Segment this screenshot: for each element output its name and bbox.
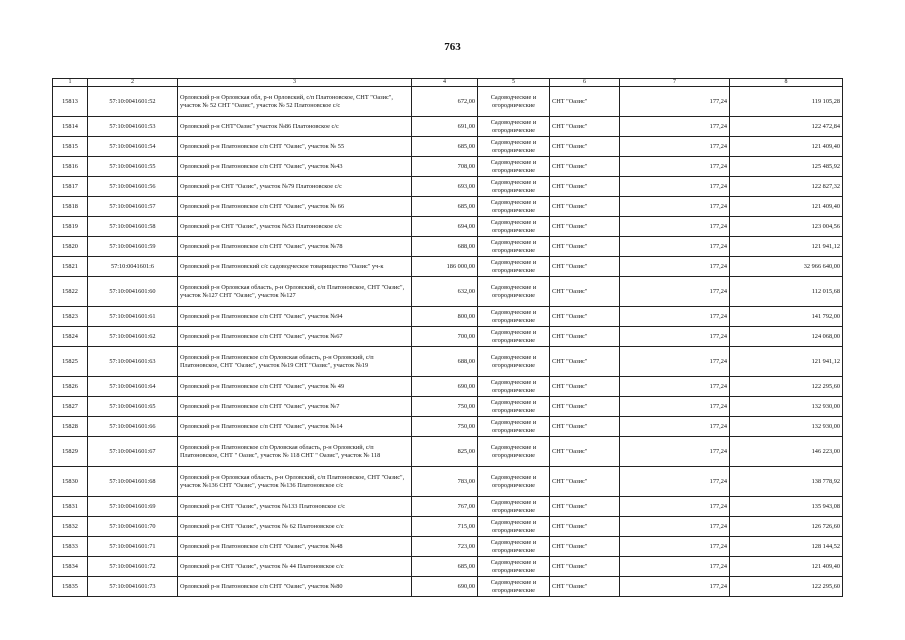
area-cell: 750,00 [412, 397, 478, 417]
specific-value-cell: 177,24 [620, 307, 730, 327]
cadastral-value-cell: 121 941,12 [730, 237, 843, 257]
area-cell: 685,00 [412, 557, 478, 577]
land-use-cell: Садоводческие и огороднические [478, 137, 550, 157]
address-cell: Орловский р-н Орловская обл, р-н Орловский, с/п Платоновское, СНТ "Оазис", участок № 52 СНТ "Оазис", участок № 52 Платоновское с/с [178, 87, 412, 117]
owner-cell: СНТ "Оазис" [550, 577, 620, 597]
specific-value-cell: 177,24 [620, 467, 730, 497]
specific-value-cell: 177,24 [620, 117, 730, 137]
record-number-cell: 15827 [53, 397, 88, 417]
land-use-cell: Садоводческие и огороднические [478, 197, 550, 217]
area-cell: 694,00 [412, 217, 478, 237]
table-row [53, 397, 843, 417]
cadastral-value-cell: 119 105,28 [730, 87, 843, 117]
owner-cell: СНТ "Оазис" [550, 87, 620, 117]
specific-value-cell: 177,24 [620, 537, 730, 557]
specific-value-cell: 177,24 [620, 497, 730, 517]
specific-value-cell: 177,24 [620, 217, 730, 237]
specific-value-cell: 177,24 [620, 557, 730, 577]
owner-cell: СНТ "Оазис" [550, 377, 620, 397]
table-row [53, 537, 843, 557]
record-number-cell: 15816 [53, 157, 88, 177]
column-number-7: 7 [620, 79, 730, 87]
specific-value-cell: 177,24 [620, 277, 730, 307]
cadastral-value-cell: 112 015,68 [730, 277, 843, 307]
owner-cell: СНТ "Оазис" [550, 437, 620, 467]
cadastral-value-cell: 135 943,08 [730, 497, 843, 517]
column-number-row [53, 79, 843, 87]
table-row [53, 177, 843, 197]
area-cell: 685,00 [412, 197, 478, 217]
land-use-cell: Садоводческие и огороднические [478, 397, 550, 417]
area-cell: 750,00 [412, 417, 478, 437]
land-use-cell: Садоводческие и огороднические [478, 327, 550, 347]
table-row [53, 467, 843, 497]
land-use-cell: Садоводческие и огороднические [478, 177, 550, 197]
owner-cell: СНТ "Оазис" [550, 557, 620, 577]
table-row [53, 137, 843, 157]
area-cell: 690,00 [412, 377, 478, 397]
area-cell: 723,00 [412, 537, 478, 557]
cadastral-number-cell: 57:10:0041601:73 [88, 577, 178, 597]
area-cell: 700,00 [412, 327, 478, 347]
cadastral-value-cell: 123 004,56 [730, 217, 843, 237]
area-cell: 800,00 [412, 307, 478, 327]
table-row [53, 197, 843, 217]
cadastral-number-cell: 57:10:0041601:69 [88, 497, 178, 517]
land-use-cell: Садоводческие и огороднические [478, 217, 550, 237]
table-body [53, 87, 843, 597]
land-use-cell: Садоводческие и огороднические [478, 437, 550, 467]
cadastral-number-cell: 57:10:0041601:58 [88, 217, 178, 237]
cadastral-number-cell: 57:10:0041601:65 [88, 397, 178, 417]
record-number-cell: 15825 [53, 347, 88, 377]
table-row [53, 347, 843, 377]
cadastral-value-cell: 32 966 640,00 [730, 257, 843, 277]
cadastral-number-cell: 57:10:0041601:62 [88, 327, 178, 347]
specific-value-cell: 177,24 [620, 377, 730, 397]
address-cell: Орловский р-н СНТ "Оазис", участок № 44 Платоновское с/с [178, 557, 412, 577]
record-number-cell: 15821 [53, 257, 88, 277]
land-use-cell: Садоводческие и огороднические [478, 237, 550, 257]
land-use-cell: Садоводческие и огороднические [478, 557, 550, 577]
record-number-cell: 15826 [53, 377, 88, 397]
cadastral-value-cell: 121 409,40 [730, 137, 843, 157]
land-use-cell: Садоводческие и огороднические [478, 377, 550, 397]
area-cell: 672,00 [412, 87, 478, 117]
cadastral-value-cell: 132 930,00 [730, 417, 843, 437]
specific-value-cell: 177,24 [620, 327, 730, 347]
specific-value-cell: 177,24 [620, 137, 730, 157]
address-cell: Орловский р-н СНТ "Оазис", участок №79 Платоновское с/с [178, 177, 412, 197]
land-use-cell: Садоводческие и огороднические [478, 307, 550, 327]
address-cell: Орловский р-н Платоновское с/п СНТ "Оазис", участок №7 [178, 397, 412, 417]
cadastral-number-cell: 57:10:0041601:67 [88, 437, 178, 467]
table-row [53, 257, 843, 277]
owner-cell: СНТ "Оазис" [550, 497, 620, 517]
land-use-cell: Садоводческие и огороднические [478, 87, 550, 117]
address-cell: Орловский р-н Платоновское с/п СНТ "Оазис", участок №80 [178, 577, 412, 597]
column-number-5: 5 [478, 79, 550, 87]
land-use-cell: Садоводческие и огороднические [478, 467, 550, 497]
table-row [53, 307, 843, 327]
column-number-3: 3 [178, 79, 412, 87]
area-cell: 691,00 [412, 117, 478, 137]
land-register-table [52, 78, 843, 597]
table-row [53, 117, 843, 137]
owner-cell: СНТ "Оазис" [550, 537, 620, 557]
column-number-6: 6 [550, 79, 620, 87]
area-cell: 688,00 [412, 347, 478, 377]
cadastral-value-cell: 141 792,00 [730, 307, 843, 327]
record-number-cell: 15831 [53, 497, 88, 517]
cadastral-number-cell: 57:10:0041601:61 [88, 307, 178, 327]
cadastral-value-cell: 121 941,12 [730, 347, 843, 377]
owner-cell: СНТ "Оазис" [550, 517, 620, 537]
address-cell: Орловский р-н Платоновское с/п СНТ "Оазис", участок № 55 [178, 137, 412, 157]
specific-value-cell: 177,24 [620, 347, 730, 377]
owner-cell: СНТ "Оазис" [550, 327, 620, 347]
table-row [53, 327, 843, 347]
record-number-cell: 15835 [53, 577, 88, 597]
land-use-cell: Садоводческие и огороднические [478, 277, 550, 307]
land-use-cell: Садоводческие и огороднические [478, 537, 550, 557]
specific-value-cell: 177,24 [620, 197, 730, 217]
owner-cell: СНТ "Оазис" [550, 157, 620, 177]
specific-value-cell: 177,24 [620, 397, 730, 417]
specific-value-cell: 177,24 [620, 177, 730, 197]
owner-cell: СНТ "Оазис" [550, 347, 620, 377]
specific-value-cell: 177,24 [620, 237, 730, 257]
record-number-cell: 15819 [53, 217, 88, 237]
address-cell: Орловский р-н Платоновское с/п СНТ "Оазис", участок №78 [178, 237, 412, 257]
record-number-cell: 15822 [53, 277, 88, 307]
address-cell: Орловский р-н Платоновское с/п СНТ "Оазис", участок №94 [178, 307, 412, 327]
table-row [53, 157, 843, 177]
cadastral-value-cell: 124 068,00 [730, 327, 843, 347]
land-use-cell: Садоводческие и огороднические [478, 497, 550, 517]
page-number: 763 [444, 41, 461, 53]
owner-cell: СНТ "Оазис" [550, 117, 620, 137]
column-number-8: 8 [730, 79, 843, 87]
cadastral-value-cell: 128 144,52 [730, 537, 843, 557]
table-row [53, 557, 843, 577]
specific-value-cell: 177,24 [620, 157, 730, 177]
record-number-cell: 15820 [53, 237, 88, 257]
cadastral-number-cell: 57:10:0041601:54 [88, 137, 178, 157]
area-cell: 186 000,00 [412, 257, 478, 277]
cadastral-value-cell: 146 223,00 [730, 437, 843, 467]
owner-cell: СНТ "Оазис" [550, 237, 620, 257]
owner-cell: СНТ "Оазис" [550, 417, 620, 437]
owner-cell: СНТ "Оазис" [550, 467, 620, 497]
specific-value-cell: 177,24 [620, 257, 730, 277]
area-cell: 690,00 [412, 577, 478, 597]
area-cell: 708,00 [412, 157, 478, 177]
record-number-cell: 15830 [53, 467, 88, 497]
cadastral-number-cell: 57:10:0041601:57 [88, 197, 178, 217]
cadastral-value-cell: 122 827,32 [730, 177, 843, 197]
record-number-cell: 15829 [53, 437, 88, 467]
cadastral-value-cell: 138 778,92 [730, 467, 843, 497]
record-number-cell: 15817 [53, 177, 88, 197]
cadastral-number-cell: 57:10:0041601:64 [88, 377, 178, 397]
owner-cell: СНТ "Оазис" [550, 197, 620, 217]
address-cell: Орловский р-н Платоновское с/п СНТ "Оазис", участок №43 [178, 157, 412, 177]
table-row [53, 417, 843, 437]
land-use-cell: Садоводческие и огороднические [478, 257, 550, 277]
table-row [53, 237, 843, 257]
cadastral-value-cell: 125 485,92 [730, 157, 843, 177]
cadastral-number-cell: 57:10:0041601:70 [88, 517, 178, 537]
cadastral-number-cell: 57:10:0041601:60 [88, 277, 178, 307]
land-use-cell: Садоводческие и огороднические [478, 157, 550, 177]
cadastral-number-cell: 57:10:0041601:59 [88, 237, 178, 257]
cadastral-value-cell: 122 472,84 [730, 117, 843, 137]
address-cell: Орловский р-н Орловская область, р-н Орловский, с/п Платоновское, СНТ "Оазис", участок №136 СНТ "Оазис", участок №136 Платоновское с/с [178, 467, 412, 497]
address-cell: Орловский р-н СНТ "Оазис", участок №133 Платоновское с/с [178, 497, 412, 517]
cadastral-number-cell: 57:10:0041601:6 [88, 257, 178, 277]
record-number-cell: 15818 [53, 197, 88, 217]
cadastral-value-cell: 121 409,40 [730, 557, 843, 577]
address-cell: Орловский р-н Платоновское с/п СНТ "Оазис", участок №67 [178, 327, 412, 347]
area-cell: 825,00 [412, 437, 478, 467]
cadastral-number-cell: 57:10:0041601:55 [88, 157, 178, 177]
table-row [53, 497, 843, 517]
table-row [53, 377, 843, 397]
area-cell: 693,00 [412, 177, 478, 197]
record-number-cell: 15814 [53, 117, 88, 137]
column-number-2: 2 [88, 79, 178, 87]
address-cell: Орловский р-н СНТ "Оазис", участок № 62 Платоновское с/с [178, 517, 412, 537]
cadastral-number-cell: 57:10:0041601:71 [88, 537, 178, 557]
address-cell: Орловский р-н Платоновское с/п СНТ "Оазис", участок №48 [178, 537, 412, 557]
table-row [53, 87, 843, 117]
address-cell: Орловский р-н Платоновское с/п СНТ "Оазис", участок № 49 [178, 377, 412, 397]
land-use-cell: Садоводческие и огороднические [478, 117, 550, 137]
table-row [53, 517, 843, 537]
address-cell: Орловский р-н Платоновское с/п СНТ "Оазис", участок №14 [178, 417, 412, 437]
cadastral-number-cell: 57:10:0041601:63 [88, 347, 178, 377]
cadastral-number-cell: 57:10:0041601:52 [88, 87, 178, 117]
address-cell: Орловский р-н Платоновский с/с садоводческое товарищество "Оазис" уч-к [178, 257, 412, 277]
cadastral-number-cell: 57:10:0041601:72 [88, 557, 178, 577]
record-number-cell: 15823 [53, 307, 88, 327]
record-number-cell: 15815 [53, 137, 88, 157]
address-cell: Орловский р-н Платоновское с/п Орловская область, р-н Орловский, с/п Платоновское, СНТ "Оазис", участок №19 СНТ "Оазис", участок №19 [178, 347, 412, 377]
address-cell: Орловский р-н СНТ"Оазис" участок №86 Платоновское с/с [178, 117, 412, 137]
table-row [53, 277, 843, 307]
cadastral-number-cell: 57:10:0041601:68 [88, 467, 178, 497]
table-row [53, 577, 843, 597]
record-number-cell: 15828 [53, 417, 88, 437]
area-cell: 632,00 [412, 277, 478, 307]
cadastral-value-cell: 122 295,60 [730, 577, 843, 597]
area-cell: 767,00 [412, 497, 478, 517]
record-number-cell: 15834 [53, 557, 88, 577]
address-cell: Орловский р-н Платоновское с/п СНТ "Оазис", участок № 66 [178, 197, 412, 217]
cadastral-value-cell: 126 726,60 [730, 517, 843, 537]
area-cell: 715,00 [412, 517, 478, 537]
cadastral-value-cell: 132 930,00 [730, 397, 843, 417]
address-cell: Орловский р-н СНТ "Оазис", участок №53 Платоновское с/с [178, 217, 412, 237]
area-cell: 685,00 [412, 137, 478, 157]
cadastral-value-cell: 122 295,60 [730, 377, 843, 397]
land-use-cell: Садоводческие и огороднические [478, 347, 550, 377]
record-number-cell: 15832 [53, 517, 88, 537]
specific-value-cell: 177,24 [620, 517, 730, 537]
specific-value-cell: 177,24 [620, 437, 730, 467]
cadastral-number-cell: 57:10:0041601:53 [88, 117, 178, 137]
land-use-cell: Садоводческие и огороднические [478, 517, 550, 537]
area-cell: 783,00 [412, 467, 478, 497]
column-number-4: 4 [412, 79, 478, 87]
specific-value-cell: 177,24 [620, 417, 730, 437]
owner-cell: СНТ "Оазис" [550, 217, 620, 237]
owner-cell: СНТ "Оазис" [550, 257, 620, 277]
cadastral-number-cell: 57:10:0041601:56 [88, 177, 178, 197]
cadastral-number-cell: 57:10:0041601:66 [88, 417, 178, 437]
owner-cell: СНТ "Оазис" [550, 397, 620, 417]
address-cell: Орловский р-н Орловская область, р-н Орловский, с/п Платоновское, СНТ "Оазис", участок №127 СНТ "Оазис", участок №127 [178, 277, 412, 307]
cadastral-value-cell: 121 409,40 [730, 197, 843, 217]
record-number-cell: 15813 [53, 87, 88, 117]
table-row [53, 437, 843, 467]
area-cell: 688,00 [412, 237, 478, 257]
record-number-cell: 15824 [53, 327, 88, 347]
column-number-1: 1 [53, 79, 88, 87]
specific-value-cell: 177,24 [620, 577, 730, 597]
table-row [53, 217, 843, 237]
specific-value-cell: 177,24 [620, 87, 730, 117]
owner-cell: СНТ "Оазис" [550, 177, 620, 197]
record-number-cell: 15833 [53, 537, 88, 557]
owner-cell: СНТ "Оазис" [550, 277, 620, 307]
address-cell: Орловский р-н Платоновское с/п Орловская область, р-н Орловский, с/п Платоновское, СНТ " Оазис", участок № 118 СНТ " Оазис", участок № 118 [178, 437, 412, 467]
land-use-cell: Садоводческие и огороднические [478, 417, 550, 437]
land-use-cell: Садоводческие и огороднические [478, 577, 550, 597]
owner-cell: СНТ "Оазис" [550, 137, 620, 157]
owner-cell: СНТ "Оазис" [550, 307, 620, 327]
